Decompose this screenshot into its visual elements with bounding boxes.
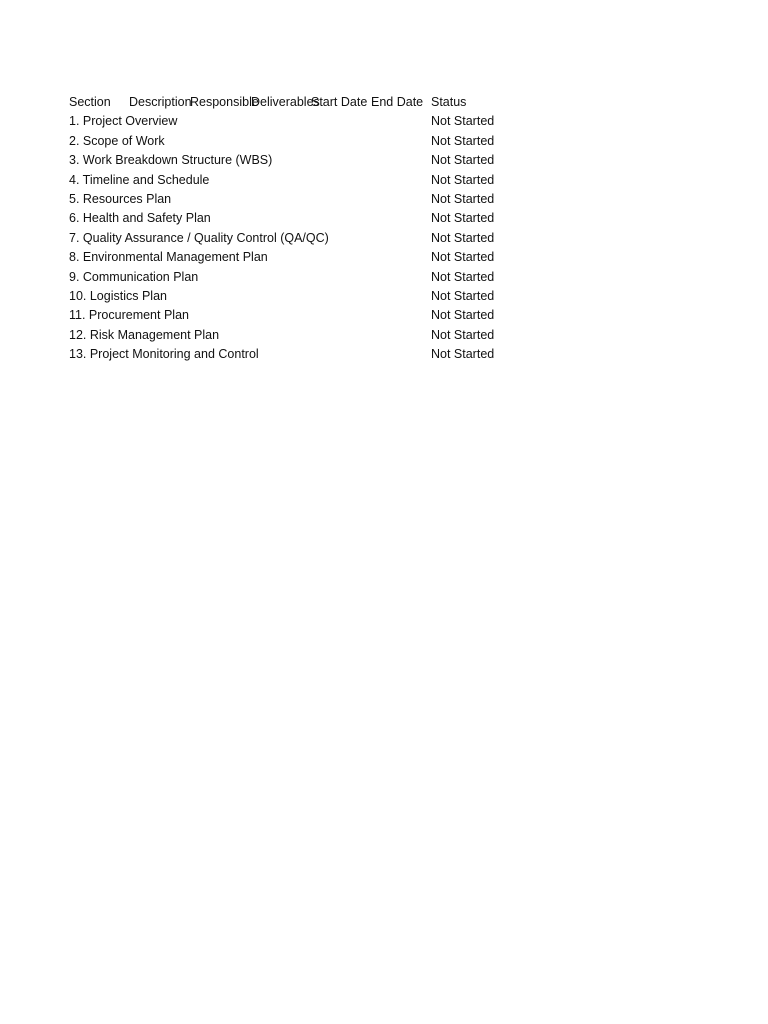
status-cell: Not Started (431, 288, 495, 303)
section-cell: 11. Procurement Plan (69, 308, 189, 323)
section-cell: 2. Scope of Work (69, 133, 165, 148)
header-status: Status (431, 95, 467, 109)
status-cell: Not Started (431, 114, 495, 129)
header-description: Description (129, 95, 192, 109)
status-cell: Not Started (431, 153, 495, 168)
section-cell: 10. Logistics Plan (69, 288, 167, 303)
status-cell: Not Started (431, 269, 495, 284)
section-cell: 1. Project Overview (69, 114, 178, 129)
status-cell: Not Started (431, 250, 495, 265)
header-start-date: Start Date (311, 95, 368, 109)
status-cell: Not Started (431, 133, 495, 148)
section-cell: 7. Quality Assurance / Quality Control (QA/QC) (69, 230, 329, 245)
header-section: Section (69, 95, 111, 109)
header-deliverables: Deliverables (251, 95, 320, 109)
section-cell: 9. Communication Plan (69, 269, 199, 284)
status-cell: Not Started (431, 347, 495, 362)
status-cell: Not Started (431, 191, 495, 206)
section-cell: 3. Work Breakdown Structure (WBS) (69, 153, 273, 168)
section-cell: 5. Resources Plan (69, 191, 172, 206)
section-cell: 4. Timeline and Schedule (69, 172, 210, 187)
section-cell: 8. Environmental Management Plan (69, 250, 268, 265)
status-cell: Not Started (431, 172, 495, 187)
section-cell: 6. Health and Safety Plan (69, 211, 211, 226)
status-cell: Not Started (431, 230, 495, 245)
section-cell: 13. Project Monitoring and Control (69, 347, 259, 362)
status-cell: Not Started (431, 327, 495, 342)
status-cell: Not Started (431, 308, 495, 323)
header-end-date: End Date (371, 95, 424, 109)
section-cell: 12. Risk Management Plan (69, 327, 220, 342)
status-cell: Not Started (431, 211, 495, 226)
header-responsible: Responsible (190, 95, 259, 109)
